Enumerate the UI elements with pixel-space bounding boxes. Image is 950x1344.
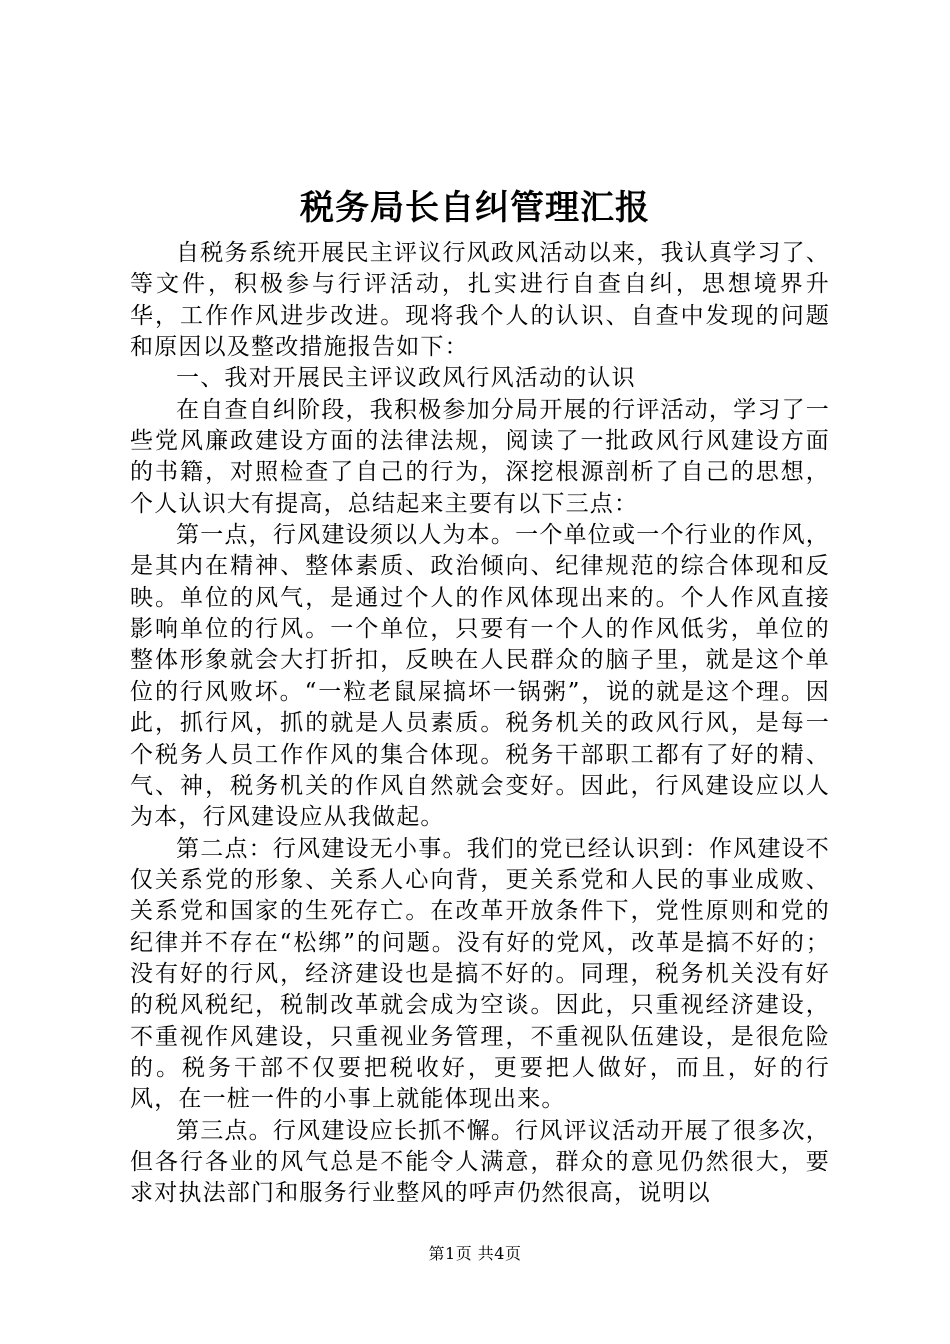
- document-title: 税务局长自纠管理汇报: [300, 188, 650, 228]
- page-footer: 第1页 共4页: [428, 1244, 522, 1263]
- paragraph-point-3: 第三点。行风建设应长抓不懈。行风评议活动开展了很多次，但各行各业的风气总是不能令人满意，群众的意见仍然很大，要求对执法部门和服务行业整风的呼声仍然很高，说明以: [130, 1117, 830, 1207]
- paragraph-intro: 自税务系统开展民主评议行风政风活动以来，我认真学习了、等文件，积极参与行评活动，扎实进行自查自纠，思想境界升华，工作作风进步改进。现将我个人的认识、自查中发现的问题和原因以及整改措施报告如下：: [130, 240, 830, 361]
- section-heading-1: 一、我对开展民主评议政风行风活动的认识: [176, 365, 636, 392]
- paragraph-point-2: 第二点：行风建设无小事。我们的党已经认识到：作风建设不仅关系党的形象、关系人心向背，更关系党和人民的事业成败、关系党和国家的生死存亡。在改革开放条件下，党性原则和党的纪律并不存在“松绑”的问题。没有好的党风，改革是搞不好的；没有好的行风，经济建设也是搞不好的。同理，税务机关没有好的税风税纪，税制改革就会成为空谈。因此，只重视经济建设，不重视作风建设，只重视业务管理，不重视队伍建设，是很危险的。税务干部不仅要把税收好，更要把人做好，而且，好的行风，在一桩一件的小事上就能体现出来。: [130, 835, 830, 1113]
- paragraph-point-1: 第一点，行风建设须以人为本。一个单位或一个行业的作风，是其内在精神、整体素质、政治倾向、纪律规范的综合体现和反映。单位的风气，是通过个人的作风体现出来的。个人作风直接影响单位的行风。一个单位，只要有一个人的作风低劣，单位的整体形象就会大打折扣，反映在人民群众的脑子里，就是这个单位的行风败坏。“一粒老鼠屎搞坏一锅粥”，说的就是这个理。因此，抓行风，抓的就是人员素质。税务机关的政风行风，是每一个税务人员工作作风的集合体现。税务干部职工都有了好的精、气、神，税务机关的作风自然就会变好。因此，行风建设应以人为本，行风建设应从我做起。: [130, 522, 830, 831]
- document-body: [130, 238, 830, 1210]
- paragraph-self-check: 在自查自纠阶段，我积极参加分局开展的行评活动，学习了一些党风廉政建设方面的法律法规，阅读了一批政风行风建设方面的书籍，对照检查了自己的行为，深挖根源剖析了自己的思想，个人认识大有提高，总结起来主要有以下三点：: [130, 396, 830, 517]
